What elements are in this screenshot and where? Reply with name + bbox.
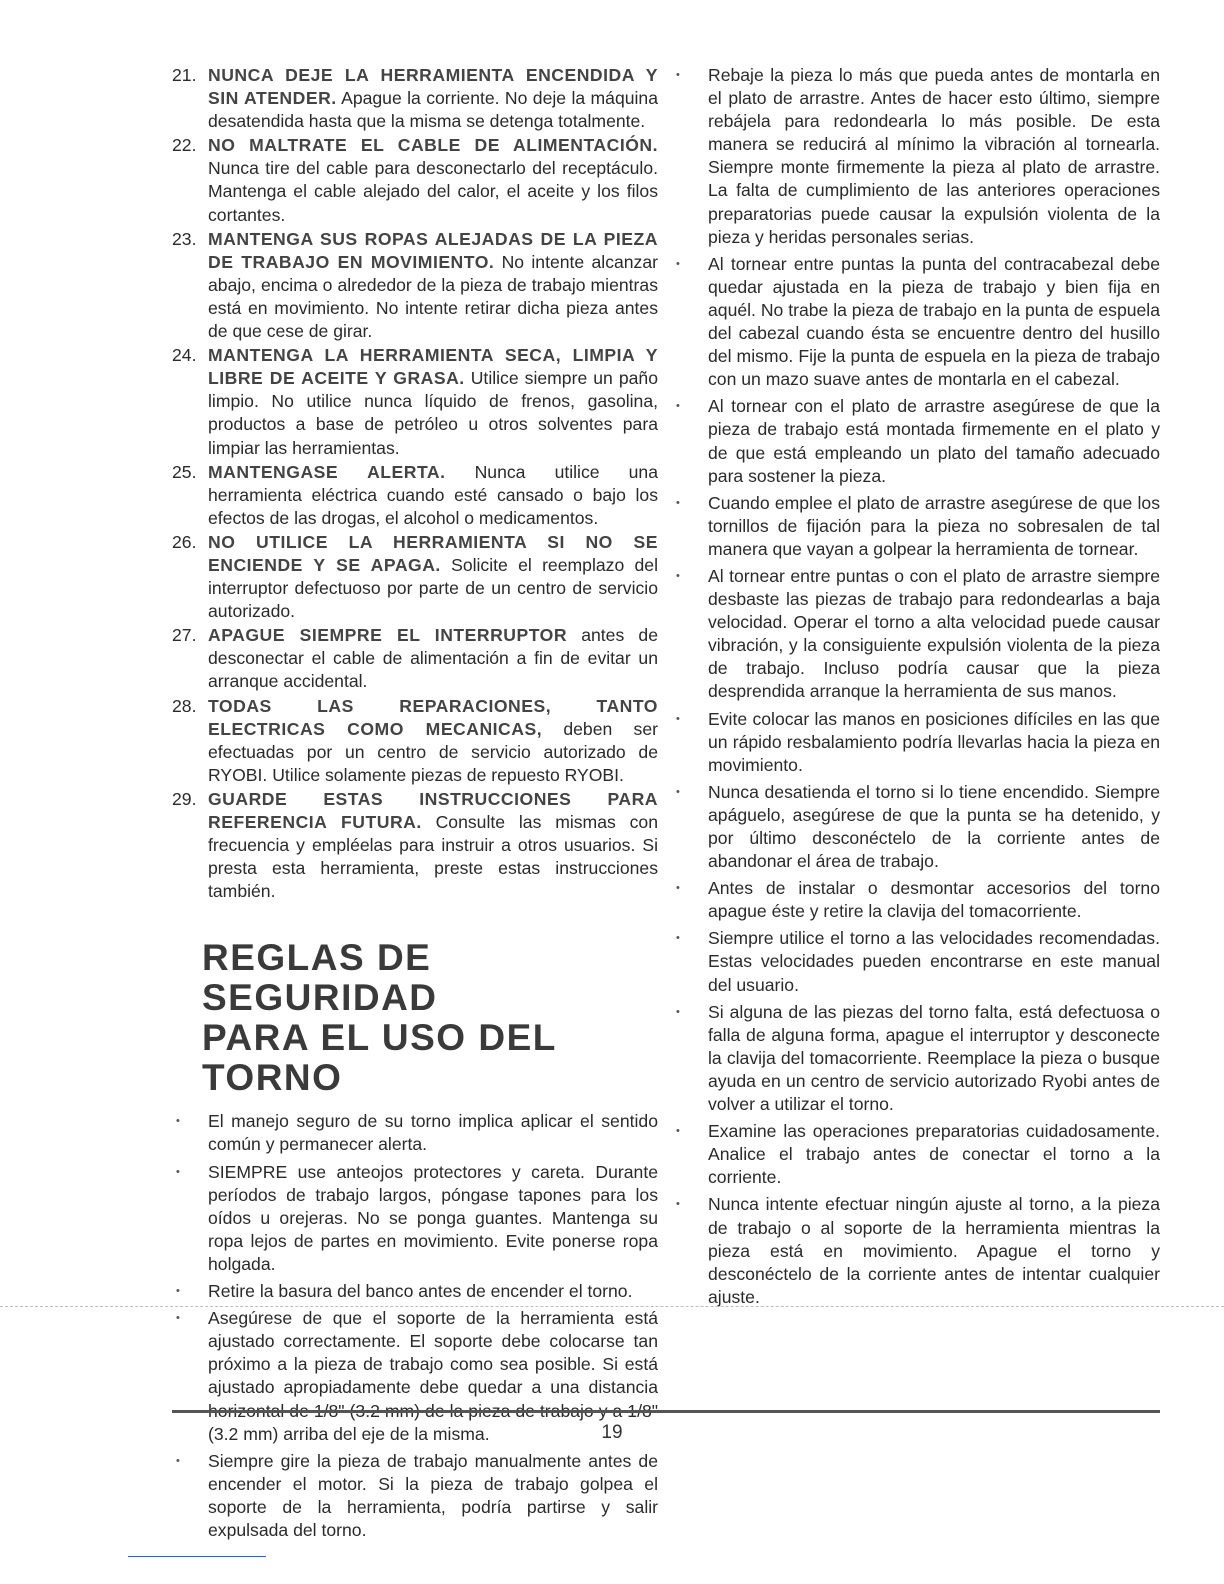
- rule-text: Consulte las mismas con frecuencia y empléelas para instruir a otros usuarios. Si presta esta herramienta, preste estas instrucciones también.: [208, 812, 658, 902]
- page-number: 19: [601, 1422, 623, 1443]
- rule-27: [172, 624, 658, 693]
- right-column: [672, 64, 1160, 1313]
- rule-number: 26.: [172, 531, 197, 552]
- rule-text: antes de desconectar el cable de alimentación a fin de evitar un arranque accidental.: [208, 625, 658, 692]
- rule-text: deben ser efectuadas por un centro de servicio autorizado de RYOBI. Utilice solamente piezas de repuesto RYOBI.: [208, 718, 658, 785]
- rule-number: 21.: [172, 65, 197, 85]
- bullet-text: Al tornear con el plato de arrastre asegúrese de que la pieza de trabajo está montada firmemente en el plato y de que está empleando un plato del tamaño adecuado para sostener la pieza.: [708, 396, 1160, 486]
- rule-24: [172, 344, 658, 459]
- bullet-text: Siempre utilice el torno a las velocidades recomendadas. Estas velocidades pueden encontrarse en este manual del usuario.: [708, 928, 1160, 995]
- bullet-icon: •: [676, 785, 680, 798]
- rule-text: Apague la corriente. No deje la máquina desatendida hasta que la misma se detenga totalmente.: [208, 88, 659, 132]
- list-item: [172, 1110, 658, 1156]
- bullet-icon: •: [176, 1285, 180, 1298]
- list-item: [672, 1120, 1160, 1189]
- rule-lead: NO UTILICE LA HERRAMIENTA SI NO SE ENCIENDE Y SE APAGA.: [208, 531, 658, 575]
- list-item: [672, 708, 1160, 777]
- bullet-icon: •: [676, 257, 680, 270]
- bullet-icon: •: [176, 1454, 180, 1467]
- bullet-icon: •: [176, 1165, 180, 1178]
- rule-lead: MANTENGASE ALERTA.: [208, 461, 446, 482]
- scan-margin-mark: [128, 1556, 266, 1557]
- bullet-icon: •: [676, 932, 680, 945]
- bullet-text: Examine las operaciones preparatorias cuidadosamente. Analice el trabajo antes de conectar el torno a la corriente.: [708, 1121, 1160, 1188]
- rule-21: [172, 64, 658, 133]
- bullet-icon: •: [676, 569, 680, 582]
- bullet-text: Antes de instalar o desmontar accesorios del torno apague éste y retire la clavija del tomacorriente.: [708, 878, 1160, 922]
- bullet-icon: •: [676, 1198, 680, 1211]
- left-column: [172, 64, 658, 1546]
- bullet-icon: •: [676, 496, 680, 509]
- list-item: [672, 1193, 1160, 1308]
- rule-number: 23.: [172, 228, 197, 249]
- rule-lead: MANTENGA LA HERRAMIENTA SECA, LIMPIA Y LIBRE DE ACEITE Y GRASA.: [208, 345, 658, 389]
- rule-lead: GUARDE ESTAS INSTRUCCIONES PARA REFERENCIA FUTURA.: [208, 788, 658, 832]
- rule-number: 22.: [172, 135, 197, 156]
- list-item: [672, 253, 1160, 392]
- rule-lead: NO MALTRATE EL CABLE DE ALIMENTACIÓN.: [208, 135, 658, 156]
- bullet-text: Al tornear entre puntas la punta del contracabezal debe quedar ajustada en la pieza de trabajo y bien fija en aquél. No trabe la pieza de trabajo en la punta de espuela del cabezal cuando ésta se encuentre dentro del husillo del mismo. Fije la punta de espuela en la pieza de trabajo con un mazo suave antes de montarla en el cabezal.: [708, 253, 1160, 390]
- bullet-text: Nunca intente efectuar ningún ajuste al torno, a la pieza de trabajo o al soporte de la herramienta mientras la pieza está en movimiento. Apague el torno y desconéctelo de la corriente antes de intentar cualquier ajuste.: [708, 1194, 1160, 1307]
- list-item: [672, 877, 1160, 923]
- scan-fold-line: [0, 1306, 1224, 1307]
- bullet-icon: •: [676, 1125, 680, 1138]
- section-title: [202, 938, 658, 1098]
- rule-number: 27.: [172, 625, 197, 646]
- rule-number: 29.: [172, 788, 197, 809]
- bullet-icon: •: [676, 882, 680, 895]
- bullet-text: El manejo seguro de su torno implica aplicar el sentido común y permanecer alerta.: [208, 1111, 658, 1155]
- rule-25: [172, 461, 658, 530]
- rule-text: Solicite el reemplazo del interruptor defectuoso por parte de un centro de servicio autorizado.: [208, 554, 658, 622]
- list-item: [672, 1001, 1160, 1116]
- rule-number: 25.: [172, 461, 197, 482]
- bottom-rule: [172, 1410, 1160, 1413]
- rule-text: Utilice siempre un paño limpio. No utilice nunca líquido de frenos, gasolina, productos a base de petróleo u otros solventes para limpiar las herramientas.: [208, 368, 658, 458]
- bullet-icon: •: [676, 712, 680, 725]
- list-item: [672, 395, 1160, 487]
- rule-number: 28.: [172, 695, 197, 716]
- bullet-icon: •: [676, 69, 680, 81]
- bullet-icon: •: [676, 400, 680, 413]
- list-item: [672, 565, 1160, 704]
- bullet-icon: •: [676, 1005, 680, 1018]
- rule-text: Nunca utilice una herramienta eléctrica cuando esté cansado o bajo los efectos de las drogas, el alcohol o medicamentos.: [208, 461, 659, 528]
- rule-29: [172, 788, 658, 903]
- rule-28: [172, 695, 658, 787]
- rule-23: [172, 228, 658, 343]
- bullet-text: Siempre gire la pieza de trabajo manualmente antes de encender el motor. Si la pieza de trabajo golpea el soporte de la herramienta, podría partirse y salir expulsada del torno.: [208, 1450, 658, 1540]
- bullet-text: Nunca desatienda el torno si lo tiene encendido. Siempre apáguelo, asegúrese de que la punta se ha detenido, y por último desconéctelo de la corriente antes de abandonar el área de trabajo.: [708, 781, 1160, 872]
- section-title-line-1: REGLAS DE SEGURIDAD: [202, 937, 438, 1019]
- rule-number: 24.: [172, 345, 197, 366]
- list-item: [172, 1161, 658, 1276]
- bullet-text: Si alguna de las piezas del torno falta, está defectuosa o falla de alguna forma, apague el interruptor y desconecte la clavija del tomacorriente. Reemplace la pieza o busque ayuda en un centro de servicio autorizado Ryobi antes de volver a utilizar el torno.: [708, 1001, 1160, 1115]
- list-item: [672, 927, 1160, 996]
- section-title-line-2: PARA EL USO DEL TORNO: [202, 1017, 557, 1099]
- list-item: [672, 781, 1160, 873]
- bullet-text: SIEMPRE use anteojos protectores y careta. Durante períodos de trabajo largos, póngase tapones para los oídos u orejeras. No se ponga guantes. Mantenga su ropa lejos de partes en movimiento. Evite ponerse ropa holgada.: [208, 1161, 658, 1274]
- bullet-text: Evite colocar las manos en posiciones difíciles en las que un rápido resbalamiento podría llevarlas hacia la pieza en movimiento.: [708, 708, 1160, 775]
- list-item: [172, 1450, 658, 1542]
- bullet-icon: •: [176, 1312, 180, 1325]
- list-item: [672, 64, 1160, 249]
- list-item: [172, 1280, 658, 1303]
- rule-22: [172, 134, 658, 226]
- rule-lead: NUNCA DEJE LA HERRAMIENTA ENCENDIDA Y SIN ATENDER.: [208, 65, 658, 109]
- rule-lead: MANTENGA SUS ROPAS ALEJADAS DE LA PIEZA DE TRABAJO EN MOVIMIENTO.: [208, 228, 658, 272]
- list-item: [672, 492, 1160, 561]
- rule-26: [172, 531, 658, 623]
- bullet-text: Cuando emplee el plato de arrastre asegúrese de que los tornillos de fijación para la pieza no sobresalen de tal manera que vayan a golpear la herramienta de tornear.: [708, 492, 1160, 559]
- bullet-text: Al tornear entre puntas o con el plato de arrastre siempre desbaste las piezas de trabajo para redondearlas a baja velocidad. Operar el torno a alta velocidad puede causar vibración, y la consiguiente expulsión violenta de la pieza de trabajo. Incluso podría causar que la pieza desprendida arranque la herramienta de sus manos.: [708, 565, 1160, 702]
- bullet-text: Rebaje la pieza lo más que pueda antes de montarla en el plato de arrastre. Antes de hacer esto último, siempre rebájela para redondearla lo más posible. De esta manera se reducirá al mínimo la vibración al tornearla. Siempre monte firmemente la pieza al plato de arrastre. La falta de cumplimiento de las anteriores operaciones preparatorias puede causar la expulsión violenta de la pieza y heridas personales serias.: [708, 65, 1160, 247]
- bullet-text: Retire la basura del banco antes de encender el torno.: [208, 1281, 633, 1302]
- rule-lead: TODAS LAS REPARACIONES, TANTO ELECTRICAS COMO MECANICAS,: [208, 695, 658, 739]
- rule-text: No intente alcanzar abajo, encima o alrededor de la pieza de trabajo mientras está en movimiento. No intente retirar dicha pieza antes de que cese de girar.: [208, 251, 658, 342]
- rule-text: Nunca tire del cable para desconectarlo del receptáculo. Mantenga el cable alejado del calor, el aceite y los filos cortantes.: [208, 158, 658, 225]
- bullet-icon: •: [176, 1115, 180, 1128]
- rule-lead: APAGUE SIEMPRE EL INTERRUPTOR: [208, 625, 568, 646]
- bullet-text: Asegúrese de que el soporte de la herramienta está ajustado correctamente. El soporte debe colocarse tan próximo a la pieza de trabajo como sea posible. Si está ajustado apropiadamente debe quedar a una distancia horizontal de 1/8" (3.2 mm) de la pieza de trabajo y a 1/8" (3.2 mm) arriba del eje de la misma.: [208, 1308, 658, 1444]
